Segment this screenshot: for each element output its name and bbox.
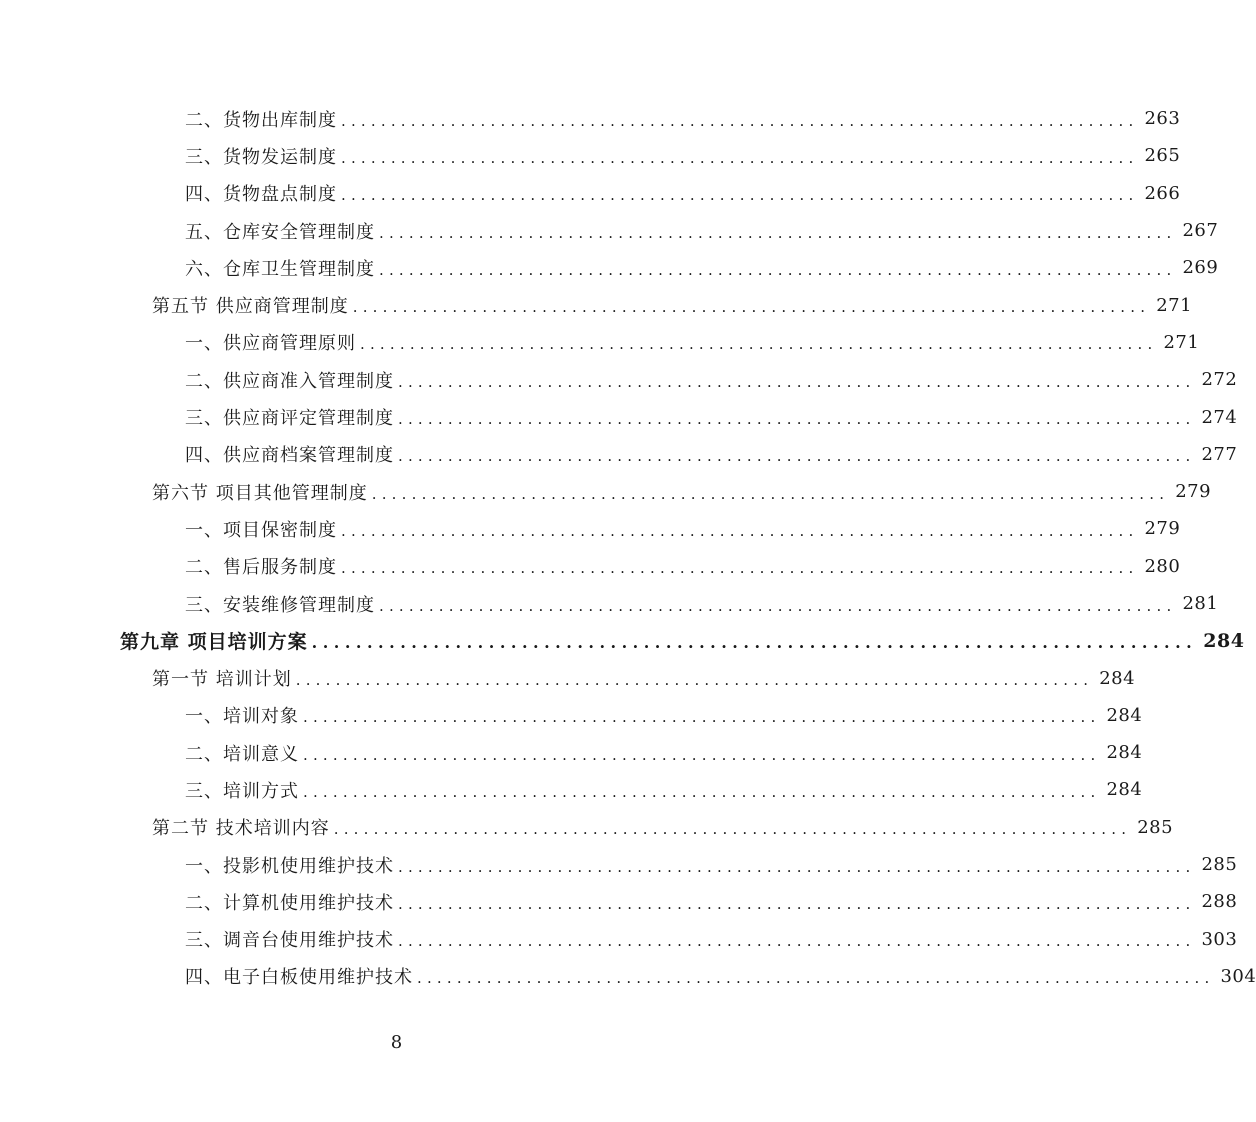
toc-entry-item[interactable] [0, 846, 1238, 883]
toc-entry-section[interactable] [0, 473, 1212, 510]
toc-entry-page: 285 [1137, 816, 1174, 838]
toc-entry-page: 272 [1201, 369, 1238, 391]
page-number: 8 [390, 1032, 403, 1053]
toc-entry-title: 二、货物出库制度 [185, 109, 337, 131]
toc-dot-leader: ................................................................................ [379, 223, 1177, 242]
toc-entry-item[interactable] [0, 398, 1238, 435]
toc-dot-leader: ................................................................................ [417, 969, 1215, 988]
toc-entry-item[interactable] [0, 883, 1238, 920]
toc-entry-item[interactable] [0, 548, 1181, 585]
toc-entry-page: 265 [1144, 145, 1181, 167]
toc-entry-page: 284 [1099, 667, 1136, 689]
toc-dot-leader: ................................................................................ [398, 410, 1196, 429]
toc-entry-item[interactable] [0, 324, 1200, 361]
toc-entry-page: 304 [1220, 965, 1256, 987]
toc-entry-title: 一、培训对象 [185, 706, 299, 728]
toc-entry-page: 279 [1144, 518, 1181, 540]
toc-entry-chapter[interactable] [0, 622, 1245, 659]
toc-entry-section[interactable] [0, 659, 1136, 696]
toc-dot-leader: ................................................................................ [398, 894, 1196, 913]
toc-entry-title: 第五节 供应商管理制度 [152, 296, 349, 318]
toc-dot-leader: ................................................................................ [303, 745, 1101, 764]
toc-dot-leader: ................................................................................ [341, 559, 1139, 578]
toc-dot-leader: ................................................................................ [360, 335, 1158, 354]
toc-entry-page: 284 [1106, 779, 1143, 801]
toc-entry-item[interactable] [0, 361, 1238, 398]
toc-dot-leader: ................................................................................ [295, 671, 1094, 690]
toc-entry-item[interactable] [0, 137, 1181, 174]
toc-dot-leader: ................................................................................ [379, 260, 1177, 279]
toc-dot-leader: ................................................................................ [398, 857, 1196, 876]
toc-entry-section[interactable] [0, 809, 1174, 846]
toc-entry-page: 266 [1144, 182, 1181, 204]
toc-entry-page: 279 [1175, 481, 1212, 503]
toc-dot-leader: ................................................................................ [398, 447, 1196, 466]
toc-entry-item[interactable] [0, 436, 1238, 473]
toc-dot-leader: ................................................................................ [398, 372, 1196, 391]
toc-entry-title: 四、货物盘点制度 [185, 184, 337, 206]
toc-entry-item[interactable] [0, 921, 1238, 958]
toc-entry-item[interactable] [0, 510, 1181, 547]
toc-entry-page: 274 [1201, 406, 1238, 428]
toc-entry-page: 285 [1201, 854, 1238, 876]
toc-entry-page: 288 [1201, 891, 1238, 913]
toc-entry-title: 一、供应商管理原则 [185, 333, 356, 355]
toc-dot-leader: ................................................................................ [341, 521, 1139, 540]
toc-dot-leader: ................................................................................ [333, 820, 1132, 839]
toc-entry-page: 277 [1201, 443, 1238, 465]
toc-entry-title: 四、供应商档案管理制度 [185, 445, 394, 467]
toc-entry-page: 269 [1182, 257, 1219, 279]
toc-entry-item[interactable] [0, 958, 1256, 995]
toc-entry-page: 284 [1203, 629, 1245, 652]
toc-entry-item[interactable] [0, 697, 1143, 734]
toc-entry-page: 284 [1106, 742, 1143, 764]
toc-entry-page: 267 [1182, 220, 1219, 242]
toc-entry-title: 第六节 项目其他管理制度 [152, 482, 368, 504]
toc-entry-page: 281 [1182, 593, 1219, 614]
toc-entry-title: 二、计算机使用维护技术 [185, 892, 394, 914]
toc-entry-title: 第一节 培训计划 [152, 669, 292, 691]
toc-dot-leader: ................................................................................ [341, 111, 1139, 130]
toc-entry-page: 263 [1144, 108, 1181, 130]
toc-dot-leader: ................................................................................ [303, 782, 1101, 801]
toc-entry-title: 一、投影机使用维护技术 [185, 855, 394, 877]
toc-entry-page: 271 [1163, 331, 1200, 353]
toc-entry-item[interactable] [0, 100, 1181, 137]
toc-entry-item[interactable] [0, 175, 1181, 212]
toc-entry-title: 二、培训意义 [185, 743, 299, 765]
toc-entry-title: 六、仓库卫生管理制度 [185, 258, 375, 280]
toc-entry-item[interactable] [0, 771, 1143, 808]
toc-dot-leader: ................................................................................ [371, 484, 1170, 503]
toc-entry-title: 五、仓库安全管理制度 [185, 221, 375, 243]
toc-entry-title: 第九章 项目培训方案 [120, 631, 308, 654]
toc-dot-leader: ................................................................................ [352, 298, 1151, 317]
toc-entry-title: 二、售后服务制度 [185, 557, 337, 579]
toc-dot-leader: ................................................................................ [303, 708, 1101, 727]
toc-entry-title: 四、电子白板使用维护技术 [185, 967, 413, 989]
toc-dot-leader: ................................................................................ [379, 596, 1177, 615]
toc-dot-leader: ................................................................................ [311, 633, 1198, 653]
toc-entry-page: 280 [1144, 555, 1181, 577]
toc-entry-title: 三、调音台使用维护技术 [185, 930, 394, 952]
toc-entry-title: 三、供应商评定管理制度 [185, 408, 394, 430]
toc-dot-leader: ................................................................................ [398, 932, 1196, 951]
toc-entry-item[interactable] [0, 212, 1219, 249]
toc-entry-section[interactable] [0, 286, 1193, 323]
toc-entry-title: 三、货物发运制度 [185, 146, 337, 168]
toc-entry-title: 三、培训方式 [185, 780, 299, 802]
toc-dot-leader: ................................................................................ [341, 148, 1139, 167]
toc-entry-page: 271 [1156, 294, 1193, 316]
toc-entry-title: 二、供应商准入管理制度 [185, 370, 394, 392]
toc-entry-item[interactable] [0, 585, 1219, 622]
toc-entry-title: 三、安装维修管理制度 [185, 594, 375, 616]
toc-entry-page: 284 [1106, 704, 1143, 726]
toc-entry-page: 303 [1201, 928, 1238, 950]
toc-entry-title: 第二节 技术培训内容 [152, 818, 330, 840]
toc-entry-item[interactable] [0, 249, 1219, 286]
toc-dot-leader: ................................................................................ [341, 186, 1139, 205]
toc-entry-item[interactable] [0, 734, 1143, 771]
table-of-contents [0, 100, 1256, 995]
toc-entry-title: 一、项目保密制度 [185, 519, 337, 541]
